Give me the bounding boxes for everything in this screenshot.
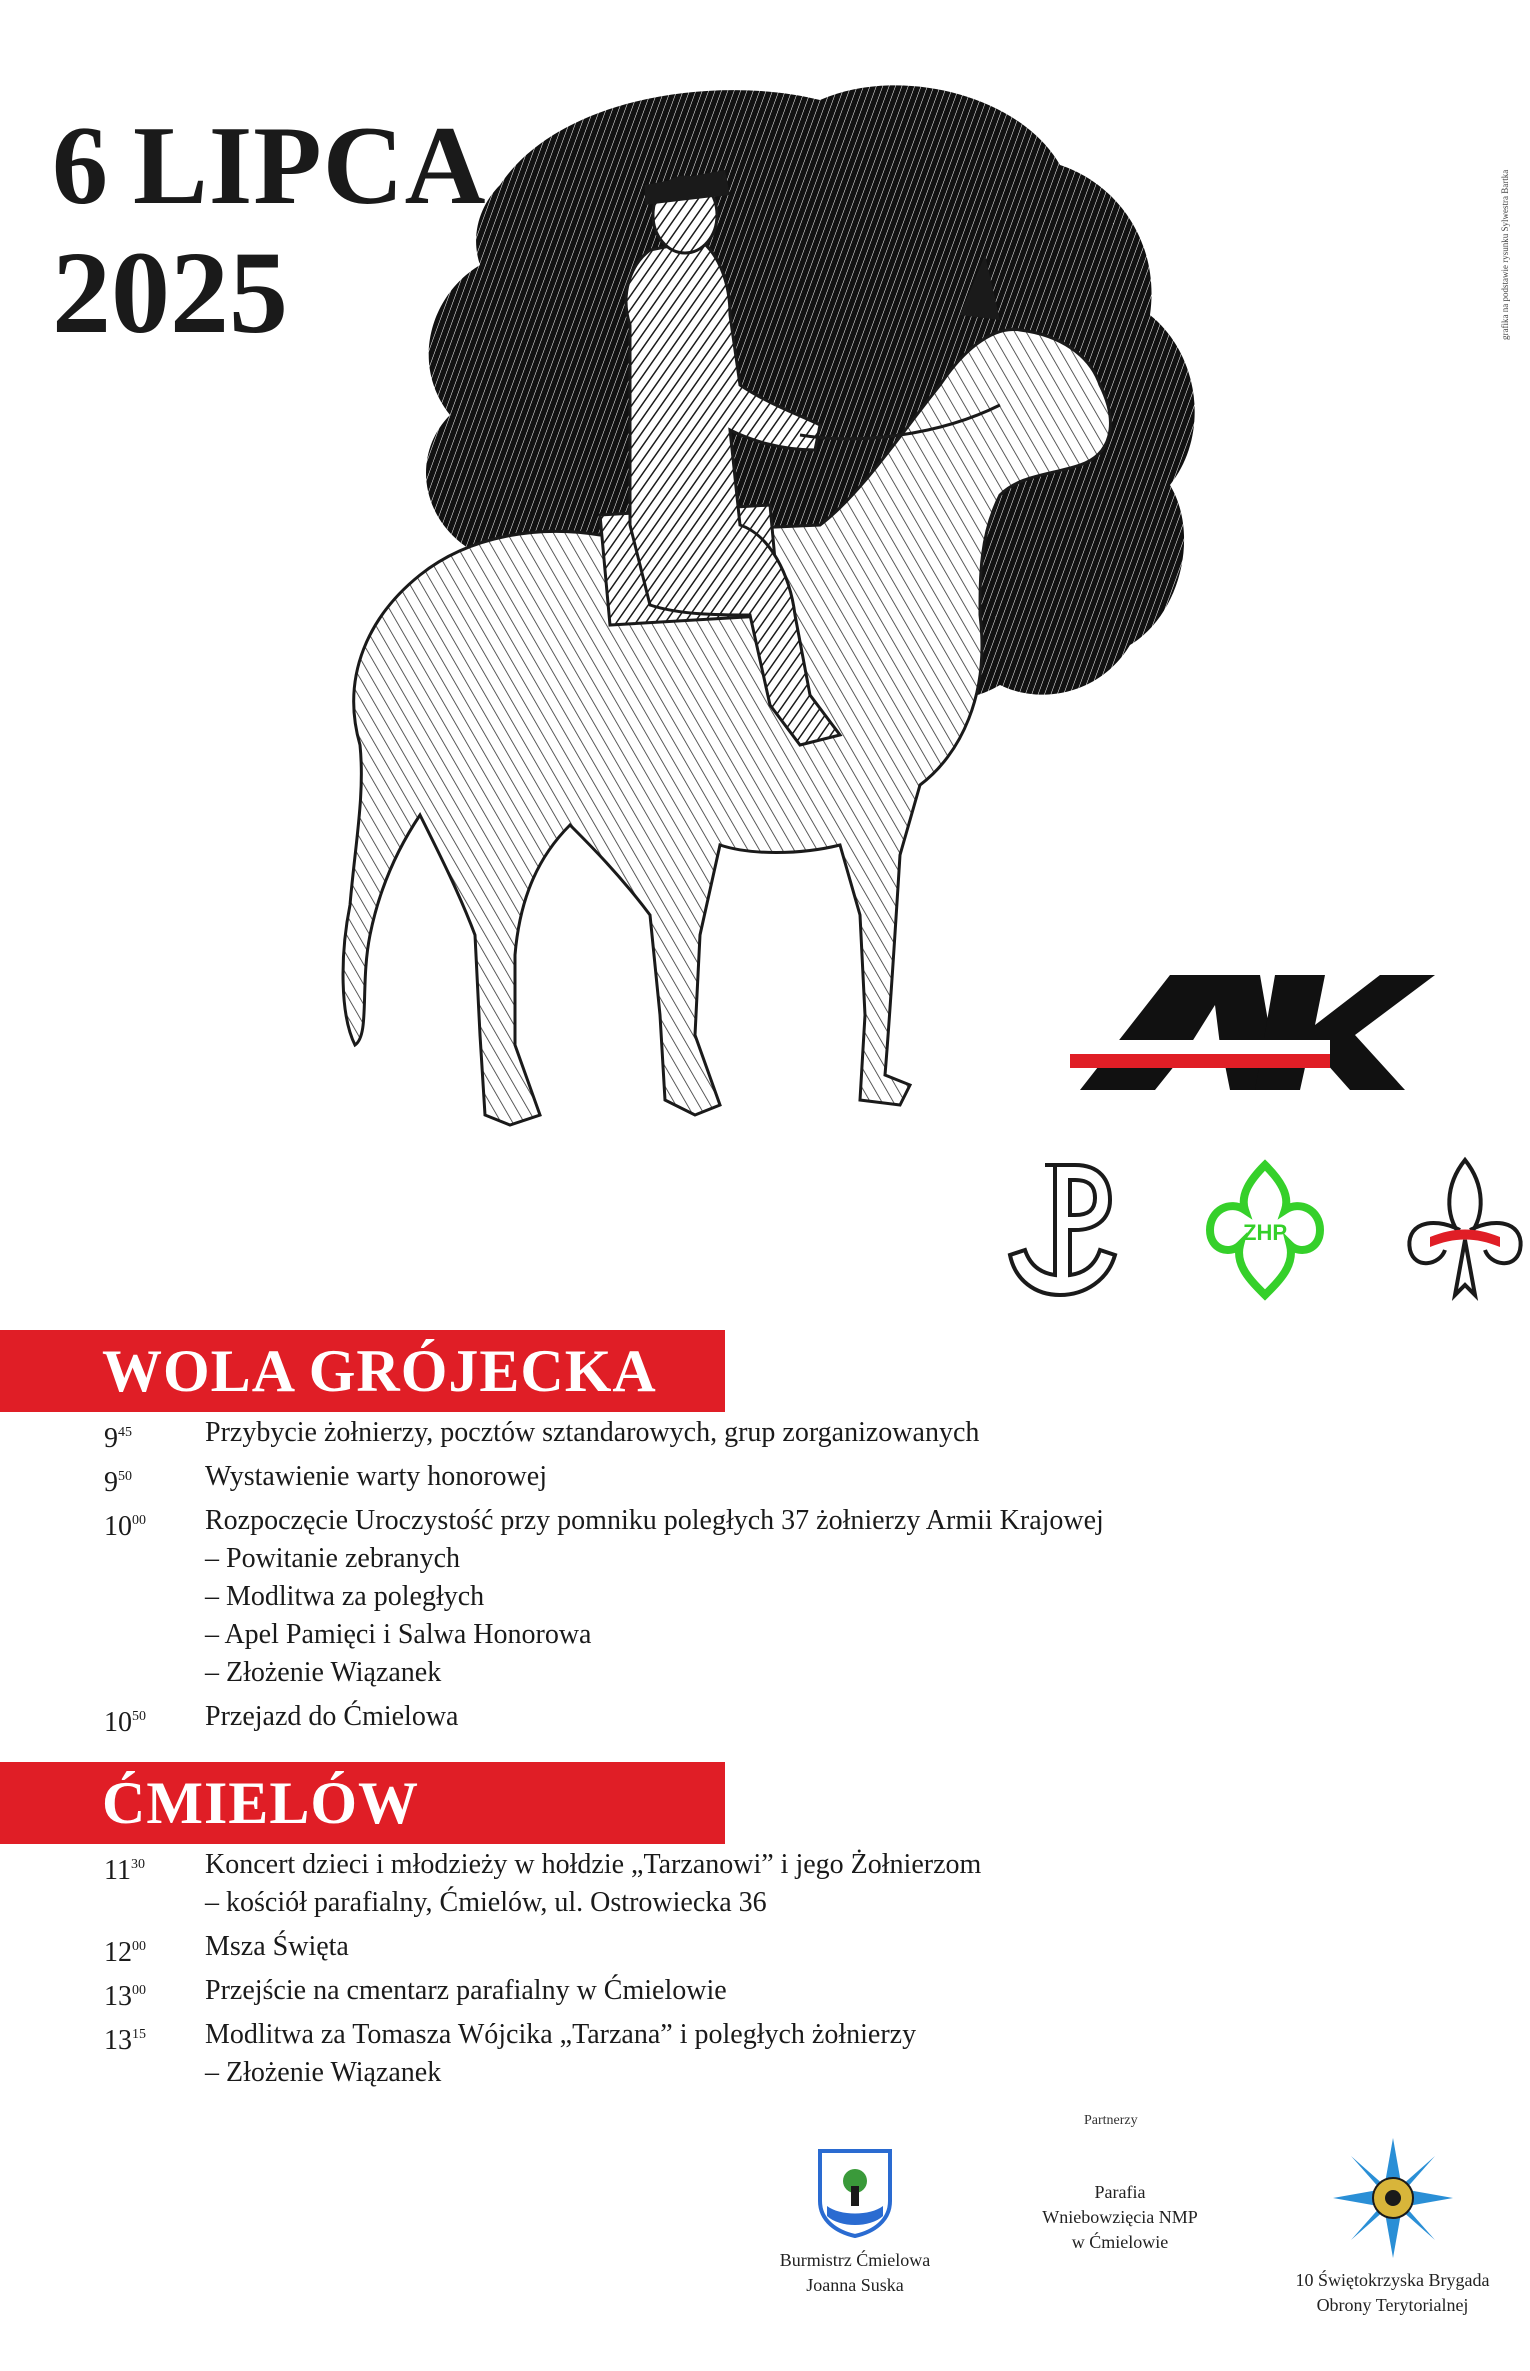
date-day: 6 <box>52 104 109 228</box>
partner-name-line: Parafia <box>1094 2182 1146 2202</box>
partner-name-line: Obrony Terytorialnej <box>1316 2295 1469 2315</box>
schedule-time: $10^{00}$ <box>104 1511 146 1542</box>
zhp-scout-emblem-icon <box>1200 1155 1330 1305</box>
schedule-row <box>0 1972 1400 2010</box>
schedule-time: $9^{45}$ <box>104 1423 132 1454</box>
schedule-row <box>0 1698 1400 1736</box>
schedule-time: $9^{50}$ <box>104 1467 132 1498</box>
partner-name-line: Wniebowzięcia NMP <box>1042 2207 1198 2227</box>
schedule-subitem: – Złożenie Wiązanek <box>205 1657 442 1688</box>
illustration-credit: grafika na podstawie rysunku Sylwestra Bartka <box>1500 169 1510 340</box>
schedule-description: Rozpoczęcie Uroczystość przy pomniku poległych 37 żołnierzy Armii Krajowej <box>205 1505 1104 1536</box>
schedule-subitem: – Powitanie zebranych <box>205 1543 461 1574</box>
schedule-row <box>0 1414 1400 1452</box>
schedule-description: Przybycie żołnierzy, pocztów sztandarowych, grup zorganizowanych <box>205 1417 980 1448</box>
partner-name-line: w Ćmielowie <box>1071 2232 1169 2252</box>
ak-logo-white-stripe <box>1070 1040 1330 1054</box>
partner-parafia <box>990 2180 1250 2255</box>
svg-text:ZHP: ZHP <box>1243 1220 1287 1245</box>
schedule-wola-grojecka <box>0 1414 1400 1736</box>
schedule-description: Przejście na cmentarz parafialny w Ćmielowie <box>205 1975 727 2006</box>
schedule-cmielow <box>0 1846 1400 2092</box>
schedule-description: Koncert dzieci i młodzieży w hołdzie „Tarzanowi” i jego Żołnierzom <box>205 1849 982 1880</box>
cavalry-soldier-illustration <box>300 55 1280 1315</box>
schedule-row <box>0 1846 1400 1922</box>
polska-walczaca-anchor-icon <box>1000 1155 1130 1305</box>
partner-burmistrz-cmielowa <box>740 2146 970 2298</box>
schedule-row <box>0 1928 1400 1966</box>
cmielow-coat-of-arms-icon <box>815 2146 895 2238</box>
schedule-time: $13^{00}$ <box>104 1981 146 2012</box>
territorial-defence-star-icon <box>1333 2138 1453 2258</box>
date-month: LIPCA <box>133 104 487 228</box>
ak-logo <box>1060 960 1440 1120</box>
schedule-description: Wystawienie warty honorowej <box>205 1461 547 1492</box>
schedule-time: $11^{30}$ <box>104 1855 145 1886</box>
section-header-cmielow: ĆMIELÓW <box>0 1762 725 1844</box>
section-header-wola-grojecka: WOLA GRÓJECKA <box>0 1330 725 1412</box>
partner-name-line: 10 Świętokrzyska Brygada <box>1295 2270 1490 2290</box>
date-year: 2025 <box>52 227 288 358</box>
partners-label: Partnerzy <box>1084 2113 1138 2128</box>
schedule-row <box>0 1502 1400 1692</box>
schedule-subitem: – Apel Pamięci i Salwa Honorowa <box>205 1619 592 1650</box>
ak-logo-letter-a <box>1080 975 1280 1090</box>
schedule-time: $13^{15}$ <box>104 2025 146 2056</box>
schedule-subitem: – kościół parafialny, Ćmielów, ul. Ostrowiecka 36 <box>205 1887 767 1918</box>
schedule-description: Modlitwa za Tomasza Wójcika „Tarzana” i poległych żołnierzy <box>205 2019 917 2050</box>
ak-logo-letter-k <box>1255 975 1435 1090</box>
schedule-description: Msza Święta <box>205 1931 349 1962</box>
partner-brygada-ot <box>1260 2138 1525 2318</box>
schedule-time: $12^{00}$ <box>104 1937 146 1968</box>
schedule-subitem: – Złożenie Wiązanek <box>205 2057 442 2088</box>
scout-lily-icon <box>1400 1155 1530 1305</box>
partner-name-line: Burmistrz Ćmielowa <box>779 2250 931 2270</box>
ak-logo-red-stripe <box>1070 1054 1330 1068</box>
partner-name-line: Joanna Suska <box>806 2275 904 2295</box>
schedule-subitem: – Modlitwa za poległych <box>205 1581 485 1612</box>
schedule-row <box>0 2016 1400 2092</box>
schedule-time: $10^{50}$ <box>104 1707 146 1738</box>
schedule-row <box>0 1458 1400 1496</box>
schedule-description: Przejazd do Ćmielowa <box>205 1701 459 1732</box>
